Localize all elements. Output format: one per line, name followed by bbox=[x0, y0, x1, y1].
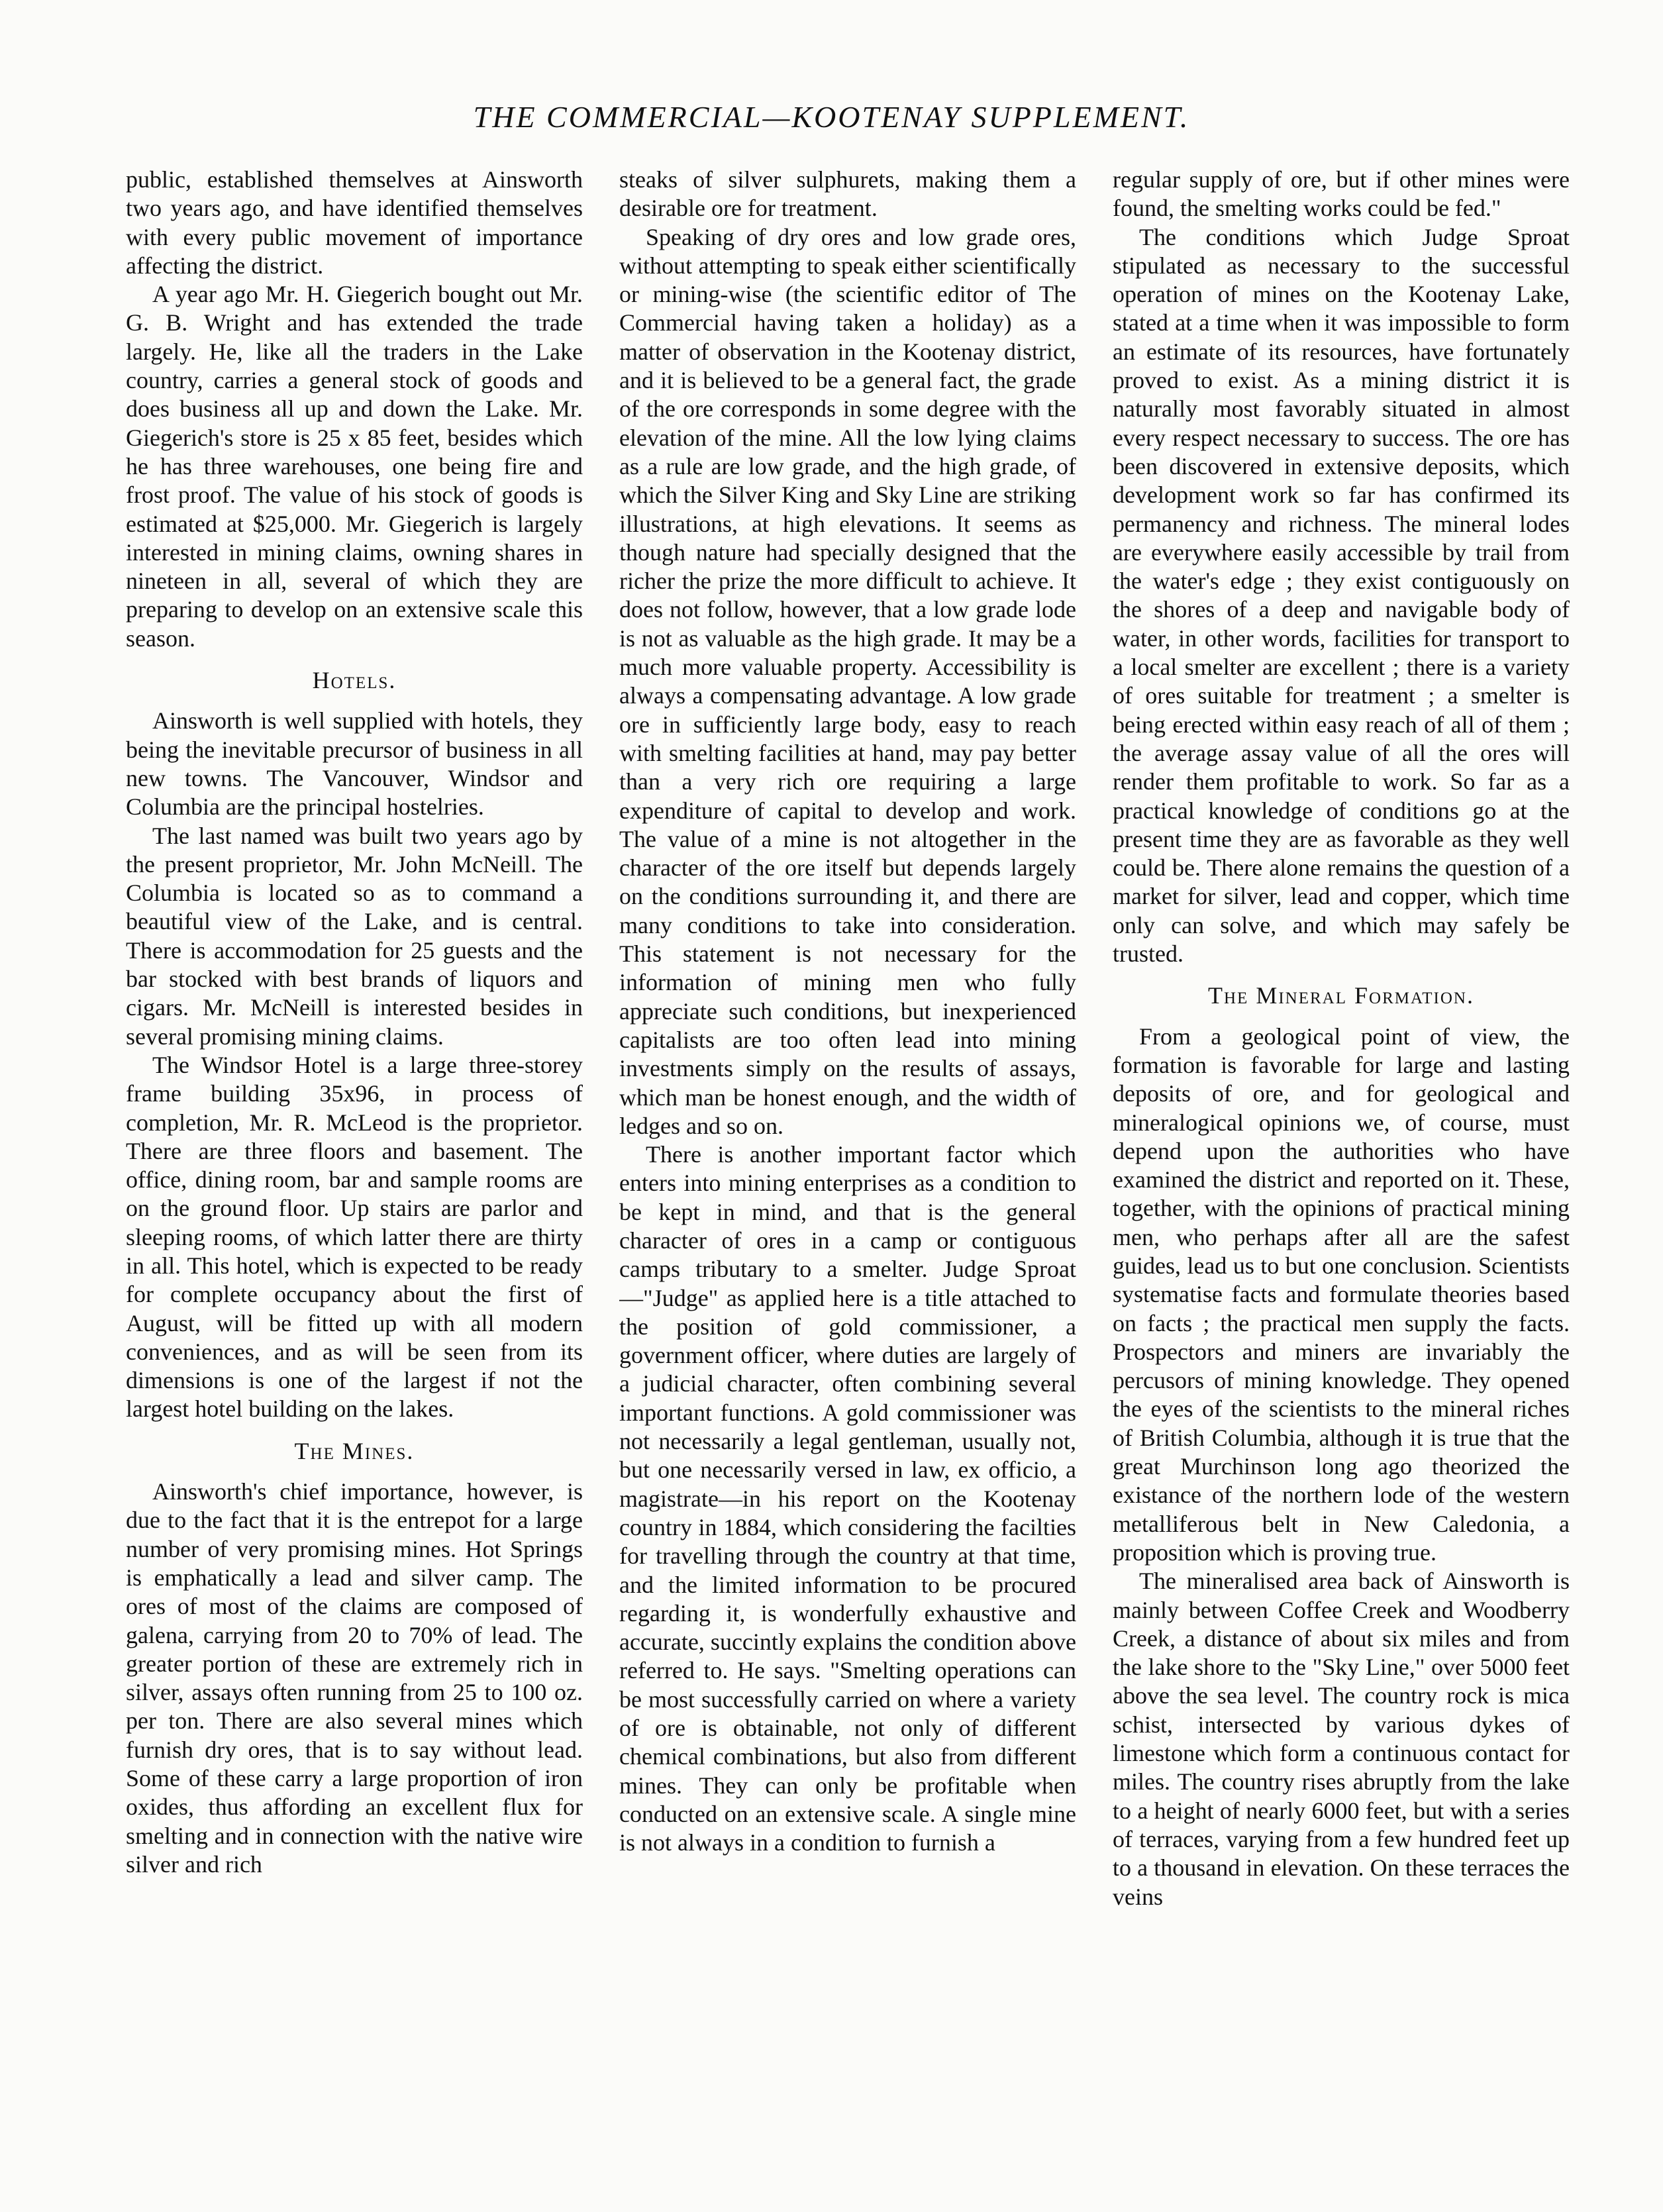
paragraph: The conditions which Judge Sproat stipulated as necessary to the successful operation of mines on the Kootenay Lake, stated at a time when it was impossible to form an estimate of its resources, have fortunately proved to exist. As a mining district it is naturally most favorably situated in almost every respect necessary to success. The ore has been discovered in extensive deposits, which development work so far has confirmed its permanency and richness. The mineral lodes are everywhere easily accessible by trail from the water's edge ; they exist contiguously on the shores of a deep and navigable body of water, in other words, facilities for transport to a local smelter are excellent ; there is a variety of ores suitable for treatment ; a smelter is being erected within easy reach of all of them ; the average assay value of all the ores will render them profitable to work. So far as a practical knowledge of conditions go at the present time they are as favorable as they well could be. There alone remains the question of a market for silver, lead and copper, which time only can solve, and which may safely be trusted. bbox=[1113, 223, 1570, 968]
paragraph: Ainsworth's chief importance, however, is due to the fact that it is the entrepot for a large number of very promising mines. Hot Springs is emphatically a lead and silver camp. The ores of most of the claims are composed of galena, carrying from 20 to 70% of lead. The greater portion of these are extremely rich in silver, assays often running from 25 to 100 oz. per ton. There are also several mines which furnish dry ores, that is to say without lead. Some of these carry a large proportion of iron oxides, thus affording an excellent flux for smelting and in connection with the native wire silver and rich bbox=[126, 1478, 583, 1878]
paragraph: The last named was built two years ago by the present proprietor, Mr. John McNeill. The Columbia is located so as to command a beautiful view of the Lake, and is central. There is accommodation for 25 guests and the bar stocked with best brands of liquors and cigars. Mr. McNeill is interested besides in several promising mining claims. bbox=[126, 822, 583, 1050]
section-heading-hotels: Hotels. bbox=[312, 667, 397, 694]
column-1 bbox=[126, 166, 583, 2172]
section-heading-mines: The Mines. bbox=[294, 1437, 415, 1464]
paragraph: regular supply of ore, but if other mines were found, the smelting works could be fed." bbox=[1113, 166, 1570, 222]
paragraph: Ainsworth is well supplied with hotels, they being the inevitable precursor of business in all new towns. The Vancouver, Windsor and Columbia are the principal hostelries. bbox=[126, 707, 583, 821]
article-columns bbox=[126, 166, 1570, 2172]
paragraph: steaks of silver sulphurets, making them a desirable ore for treatment. bbox=[619, 166, 1076, 222]
column-2 bbox=[619, 166, 1076, 2172]
paragraph: From a geological point of view, the formation is favorable for large and lasting deposits of ore, and for geological and mineralogical opinions we, of course, must depend upon the authorities who have examined the district and reported on it. These, together, with the opinions of practical mining men, who perhaps after all are the safest guides, lead us to but one conclusion. Scientists systematise facts and formulate theories based on facts ; the practical men supply the facts. Prospectors and miners are invariably the percusors of mining knowledge. They opened the eyes of the scientists to the mineral riches of British Columbia, although it is true that the great Murchinson long ago theorized the existance of the northern lode of the western metalliferous belt in New Caledonia, a proposition which is proving true. bbox=[1113, 1023, 1570, 1566]
paragraph: There is another important factor which enters into mining enterprises as a condition to be kept in mind, and that is the general character of ores in a camp or contiguous camps tributary to a smelter. Judge Sproat—"Judge" as applied here is a title attached to the position of gold commissioner, a government officer, where duties are largely of a judicial character, often combining several important functions. A gold commissioner was not necessarily a legal gentleman, usually not, but one necessarily versed in law, ex officio, a magistrate—in his report on the Kootenay country in 1884, which considering the facilties for travelling through the country at that time, and the limited information to be procured regarding it, is wonderfully exhaustive and accurate, succintly explains the condition above referred to. He says. "Smelting operations can be most successfully carried on where a variety of ore is obtainable, not only of different chemical combinations, but also from different mines. They can only be profitable when conducted on an extensive scale. A single mine is not always in a condition to furnish a bbox=[619, 1141, 1076, 1856]
paragraph: Speaking of dry ores and low grade ores, without attempting to speak either scientifically or mining-wise (the scientific editor of The Commercial having taken a holiday) as a matter of observation in the Kootenay district, and it is believed to be a general fact, the grade of the ore corresponds in some degree with the elevation of the mine. All the low lying claims as a rule are low grade, and the high grade, of which the Silver King and Sky Line are striking illustrations, at high elevations. It seems as though nature had specially designed that the richer the prize the more difficult to achieve. It does not follow, however, that a low grade lode is not as valuable as the high grade. It may be a much more valuable property. Accessibility is always a compensating advantage. A low grade ore in sufficiently large body, easy to reach with smelting facilities at hand, may pay better than a very rich ore requiring a large expenditure of capital to develop and work. The value of a mine is not altogether in the character of the ore itself but depends largely on the conditions surrounding it, and there are many conditions to take into consideration. This statement is not necessary for the information of mining men who fully appreciate such conditions, but inexperienced capitalists are too often lead into mining investments simply on the results of assays, which man be honest enough, and the width of ledges and so on. bbox=[619, 223, 1076, 1139]
paragraph: The Windsor Hotel is a large three-storey frame building 35x96, in process of completion, Mr. R. McLeod is the proprietor. There are three floors and basement. The office, dining room, bar and sample rooms are on the ground floor. Up stairs are parlor and sleeping rooms, of which latter there are thirty in all. This hotel, which is expected to be ready for complete occupancy about the first of August, will be fitted up with all modern conveniences, and as will be seen from its dimensions is one of the largest if not the largest hotel building on the lakes. bbox=[126, 1051, 583, 1423]
paragraph: public, established themselves at Ainsworth two years ago, and have identified themselves with every public movement of importance affecting the district. bbox=[126, 166, 583, 279]
paragraph: The mineralised area back of Ainsworth is mainly between Coffee Creek and Woodberry Creek, a distance of about six miles and from the lake shore to the "Sky Line," over 5000 feet above the sea level. The country rock is mica schist, intersected by various dykes of limestone which form a continuous contact for miles. The country rises abruptly from the lake to a height of nearly 6000 feet, but with a series of terraces, varying from a few hundred feet up to a thousand in elevation. On these terraces the veins bbox=[1113, 1568, 1570, 1910]
column-3 bbox=[1113, 166, 1570, 2172]
paragraph: A year ago Mr. H. Giegerich bought out Mr. G. B. Wright and has extended the trade largely. He, like all the traders in the Lake country, carries a general stock of goods and does business all up and down the Lake. Mr. Giegerich's store is 25 x 85 feet, besides which he has three warehouses, one being fire and frost proof. The value of his stock of goods is estimated at $25,000. Mr. Giegerich is largely interested in mining claims, owning shares in nineteen in all, several of which they are preparing to develop on an extensive scale this season. bbox=[126, 281, 583, 652]
section-heading-mineral-formation: The Mineral Formation. bbox=[1208, 982, 1474, 1009]
page-header: THE COMMERCIAL—KOOTENAY SUPPLEMENT. bbox=[473, 100, 1190, 134]
